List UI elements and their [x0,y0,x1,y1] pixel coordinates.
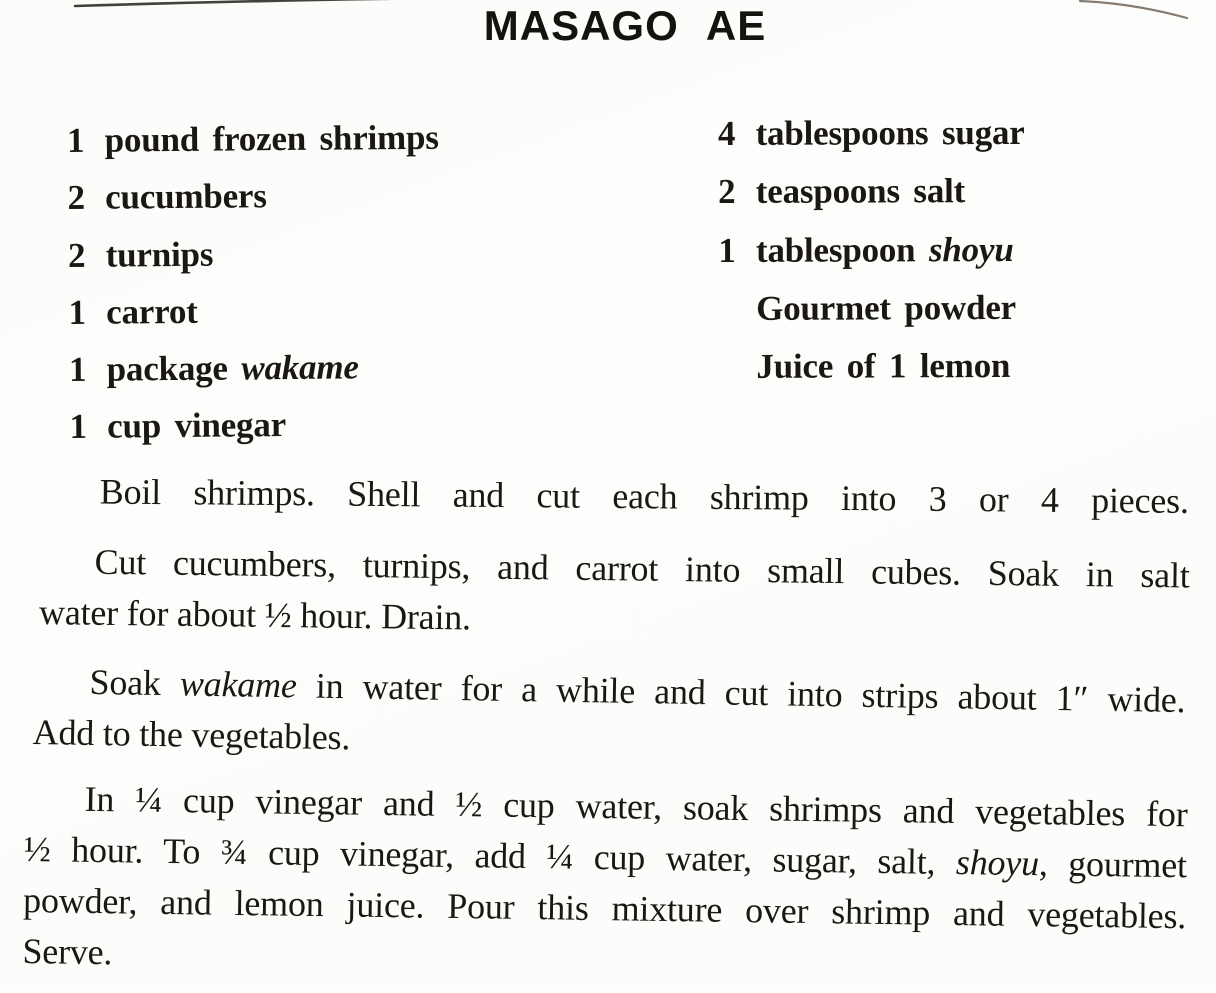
ingredient-quantity: 1 [63,405,93,449]
ingredient-text-normal: carrot [106,292,198,332]
ingredients-left-column [60,114,623,463]
line-text-tail: in water for a while and cut into strips about 1″ wide. [296,665,1185,720]
line-text: Add to the vegetables. [32,712,350,757]
ingredient-quantity: 1 [62,291,92,335]
line-text: Cut cucumbers, turnips, and carrot into small cubes. Soak in salt [94,542,1189,596]
ingredient-text [755,111,1024,156]
ingredient-text [106,290,198,335]
instruction-line [43,466,1189,527]
ingredient-row [61,229,621,291]
ingredient-row [62,286,622,348]
ingredient-text-normal: cucumbers [105,177,267,217]
line-text: water for about ½ hour. Drain. [39,592,471,637]
ingredient-text [105,232,213,277]
line-text: Serve. [22,931,112,972]
ingredient-row [711,110,1191,170]
ingredient-text [756,169,965,214]
ingredient-text-normal: pound frozen shrimps [105,118,439,160]
line-text: Soak [89,662,180,703]
ingredient-text-italic: shoyu [929,230,1014,269]
ingredient-text [756,228,1014,273]
ingredient-row [60,114,620,176]
ingredient-text-normal: cup vinegar [107,406,286,447]
ingredient-row [63,401,623,463]
line-text: Boil shrimps. Shell and cut each shrimp into 3 or 4 pieces. [100,471,1189,521]
ingredient-text [105,175,267,220]
ingredients-right-column [711,110,1192,403]
instruction-paragraph-3 [32,656,1186,777]
ingredient-row [63,343,623,405]
ingredient-quantity: 1 [712,228,742,272]
ingredient-text-normal: package [107,349,242,389]
ingredient-text [107,404,286,450]
ingredient-quantity: 2 [61,233,91,277]
instruction-paragraph-4 [22,773,1188,993]
instruction-paragraph-1 [43,466,1189,527]
ingredient-quantity: 1 [63,348,93,392]
line-text: In ¼ cup vinegar and ½ cup water, soak shrimps and vegetables for [84,779,1187,834]
ingredient-row [712,169,1192,229]
ingredient-text-normal: tablespoons sugar [755,113,1024,153]
ingredient-row [712,227,1192,287]
ingredient-quantity: 1 [60,119,90,163]
ingredient-row [712,344,1192,404]
ingredient-text-normal: teaspoons salt [756,171,965,211]
line-text: ½ hour. To ¾ cup vinegar, add ¼ cup water, sugar, salt, [24,829,957,882]
ingredient-text [106,346,358,392]
recipe-title: MASAGO AE [17,2,1216,50]
ingredient-row [61,171,621,233]
line-text-italic: wakame [180,663,297,705]
instruction-paragraph-2 [39,536,1190,652]
ingredient-text-normal: Gourmet powder [756,288,1016,328]
ingredient-text-italic: wakame [241,348,359,388]
ingredient-text-normal: turnips [106,234,214,274]
ingredient-quantity: 4 [711,112,741,156]
ingredient-quantity: 2 [61,176,91,220]
line-text-italic: shoyu [956,842,1040,883]
ingredient-text-normal: Juice of 1 lemon [756,346,1010,386]
ingredient-quantity: 2 [712,170,742,214]
ingredient-text [756,344,1010,389]
ingredient-text [756,286,1016,331]
line-text-tail: , gourmet [1039,843,1187,885]
ingredient-row [712,285,1192,345]
ingredient-text [104,116,438,163]
ingredient-text-normal: tablespoon [756,230,929,270]
line-text: powder, and lemon juice. Pour this mixture over shrimp and vegetables. [23,880,1186,936]
